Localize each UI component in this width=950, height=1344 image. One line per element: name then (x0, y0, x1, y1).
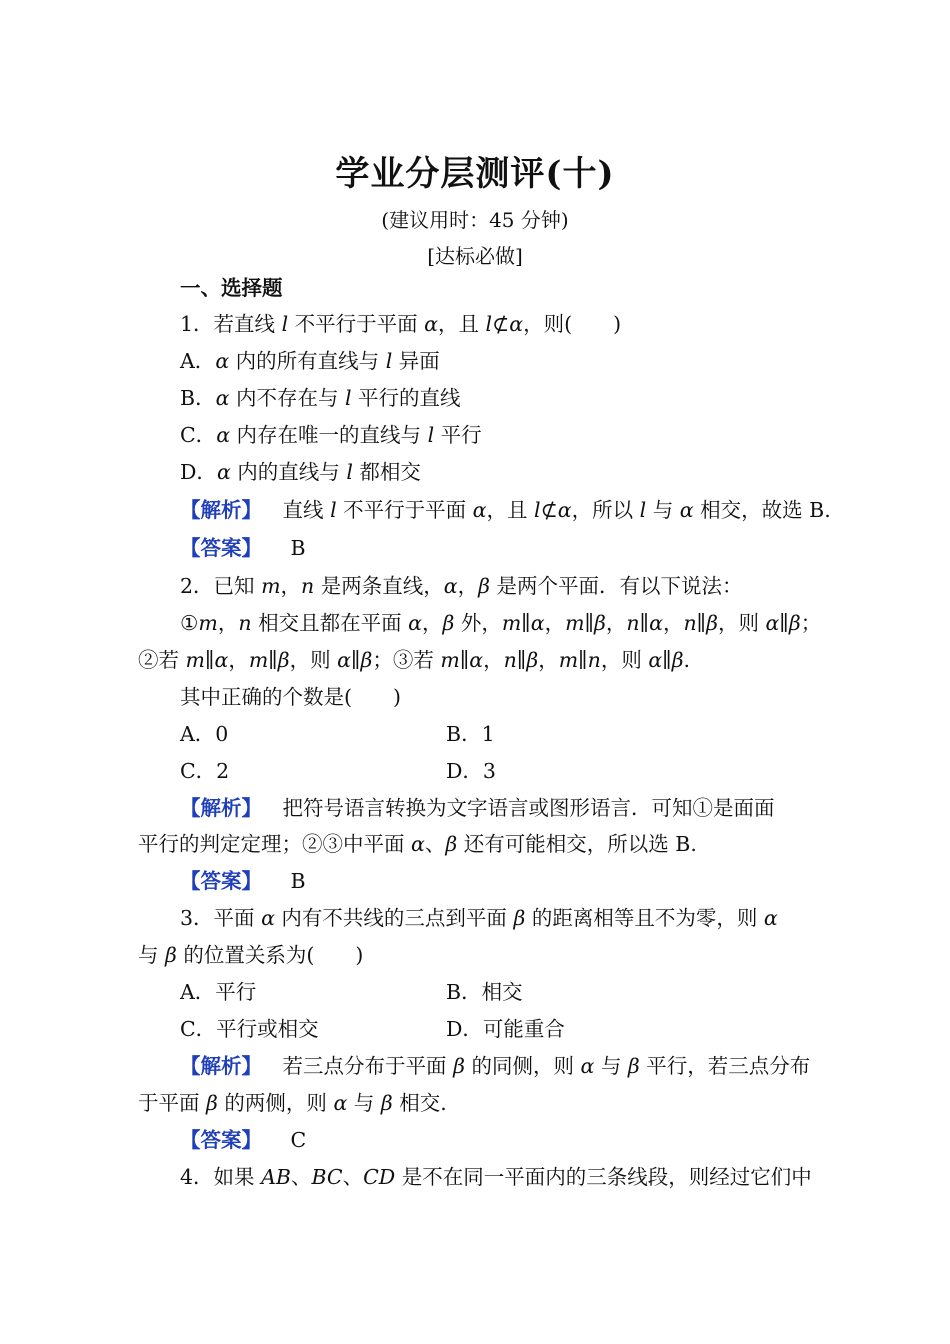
answer-tag: 【答案】 (180, 536, 262, 560)
text-segment: ，则 (717, 611, 766, 635)
text-segment: 还有可能相交，所以选 B. (457, 832, 697, 856)
text-segment: D． (180, 460, 217, 484)
q2-statement-1 (180, 609, 821, 637)
math-symbol: β (380, 1091, 393, 1115)
text-segment: 异面 (392, 349, 440, 373)
q1-answer (180, 534, 306, 562)
q3-option-b: B．相交 (446, 980, 523, 1004)
text-segment: C． (180, 423, 217, 447)
math-symbol: β (360, 648, 373, 672)
math-symbol: m (185, 648, 205, 672)
text-segment: ， (605, 611, 627, 635)
math-symbol: α (443, 574, 458, 598)
text-segment: 的距离相等且不为零，则 (525, 906, 764, 930)
analysis-tag: 【解析】 (180, 1054, 262, 1078)
text-segment: 与 (138, 943, 166, 967)
text-segment: ∥ (350, 648, 361, 672)
text-segment: ， (483, 648, 504, 672)
math-symbol: l (344, 386, 352, 410)
math-symbol: α (216, 423, 231, 447)
text-segment: ① (180, 611, 199, 635)
math-symbol: β (671, 648, 684, 672)
math-symbol: β (445, 832, 458, 856)
q1-answer-value: B (290, 536, 306, 560)
text-segment: ， (544, 611, 566, 635)
q1-option-b (180, 384, 461, 412)
math-symbol: m (248, 648, 269, 672)
math-symbol: m (198, 611, 218, 635)
text-segment: ∥ (521, 611, 531, 635)
math-symbol: n (238, 611, 252, 635)
q1-stem (180, 310, 621, 338)
text-segment: ，则 (600, 648, 649, 672)
math-symbol: β (277, 648, 290, 672)
math-symbol: l (385, 349, 393, 373)
text-segment: 与 (646, 498, 680, 522)
text-segment: 外， (454, 611, 502, 635)
q3-analysis-text-1 (283, 1054, 811, 1078)
text-segment: 、 (342, 1165, 364, 1189)
text-segment: ，且 (486, 498, 535, 522)
math-symbol: α (765, 611, 780, 635)
q3-analysis-text-2 (138, 1089, 447, 1117)
math-symbol: β (206, 1091, 218, 1115)
math-symbol: m (565, 611, 585, 635)
math-symbol: α (408, 611, 422, 635)
text-segment: B． (180, 386, 216, 410)
text-segment: 1．若直线 (180, 312, 282, 336)
text-segment: 3．平面 (180, 906, 262, 930)
math-symbol: l⊄α (485, 312, 524, 336)
text-segment: 的同侧，则 (464, 1054, 581, 1078)
text-segment: 内存在唯一的直线与 (230, 423, 428, 447)
math-symbol: β (165, 943, 177, 967)
section-heading: 一、选择题 (180, 276, 283, 300)
text-segment: 是两条直线， (314, 574, 444, 598)
q3-option-d: D．可能重合 (446, 1017, 565, 1041)
math-symbol: β (788, 611, 801, 635)
math-symbol: α (215, 386, 230, 410)
math-symbol: β (526, 648, 539, 672)
math-symbol: β (594, 611, 606, 635)
text-segment: ∥ (696, 611, 707, 635)
text-segment: 平行的直线 (351, 386, 461, 410)
text-segment: ， (280, 574, 302, 598)
math-symbol: α (214, 648, 229, 672)
text-segment: 2．已知 (180, 574, 262, 598)
math-symbol: BC (311, 1165, 343, 1189)
text-segment: 不平行于平面 (288, 312, 425, 336)
math-symbol: l (281, 312, 289, 336)
math-symbol: α (649, 611, 663, 635)
text-segment: ∥ (516, 648, 527, 672)
level-label: [达标必做] (427, 244, 523, 268)
text-segment: ；③若 (372, 648, 441, 672)
q3-answer (180, 1126, 306, 1154)
q3-answer-value: C (290, 1128, 307, 1152)
math-symbol: β (478, 574, 490, 598)
text-segment: ， (421, 611, 443, 635)
math-symbol: α (530, 611, 545, 635)
text-segment: 于平面 (138, 1091, 207, 1115)
math-symbol: n (587, 648, 601, 672)
q2-statement-2-3 (138, 646, 690, 674)
text-segment: ，所以 (571, 498, 640, 522)
text-segment: 平行的判定定理；②③中平面 (138, 832, 412, 856)
text-segment: ， (662, 611, 684, 635)
math-symbol: l (346, 460, 353, 484)
text-segment: 是不在同一平面内的三条线段，则经过它们中 (395, 1165, 812, 1189)
math-symbol: β (706, 611, 718, 635)
text-segment: ∥ (268, 648, 278, 672)
text-segment: ∥ (578, 648, 588, 672)
text-segment: 内的直线与 (230, 460, 347, 484)
math-symbol: α (580, 1054, 595, 1078)
math-symbol: n (626, 611, 640, 635)
math-symbol: α (469, 648, 484, 672)
math-symbol: m (501, 611, 522, 635)
q3-option-a: A．平行 (180, 980, 257, 1004)
text-segment: ∥ (779, 611, 789, 635)
math-symbol: l (330, 498, 337, 522)
text-segment: 、 (290, 1165, 312, 1189)
text-segment: ， (217, 611, 239, 635)
text-segment: 与 (594, 1054, 628, 1078)
text-segment: 相交. (392, 1091, 447, 1115)
q3-stem-2 (138, 941, 363, 969)
q1-option-a (180, 347, 440, 375)
q2-answer-value: B (290, 869, 306, 893)
math-symbol: β (442, 611, 455, 635)
text-segment: ， (457, 574, 479, 598)
text-segment: ，则 (289, 648, 338, 672)
answer-tag: 【答案】 (180, 869, 262, 893)
q1-analysis (180, 496, 831, 524)
math-symbol: β (453, 1054, 465, 1078)
q3-stem-1 (180, 904, 778, 932)
answer-tag: 【答案】 (180, 1128, 262, 1152)
math-symbol: n (503, 648, 517, 672)
q2-option-c: C．2 (180, 759, 230, 783)
math-symbol: AB (261, 1165, 291, 1189)
q1-option-c (180, 421, 482, 449)
q2-option-b: B．1 (446, 722, 495, 746)
text-segment: 相交，故选 B. (693, 498, 831, 522)
q2-answer (180, 867, 306, 895)
text-segment: 的位置关系为( ) (176, 943, 364, 967)
math-symbol: α (337, 648, 351, 672)
math-symbol: CD (363, 1165, 396, 1189)
text-segment: 内的所有直线与 (229, 349, 386, 373)
q3-option-c: C．平行或相交 (180, 1017, 319, 1041)
q1-option-d (180, 458, 421, 486)
text-segment: ②若 (138, 648, 186, 672)
math-symbol: l (427, 423, 435, 447)
math-symbol: β (513, 906, 526, 930)
math-symbol: m (440, 648, 460, 672)
q2-analysis (180, 794, 775, 822)
text-segment: 平行，若三点分布 (639, 1054, 811, 1078)
math-symbol: α (261, 906, 275, 930)
math-symbol: n (683, 611, 697, 635)
text-segment: ， (228, 648, 249, 672)
math-symbol: m (261, 574, 281, 598)
text-segment: ； (800, 611, 822, 635)
text-segment: 平行 (434, 423, 482, 447)
math-symbol: α (648, 648, 663, 672)
text-segment: 与 (347, 1091, 381, 1115)
text-segment: ， (538, 648, 559, 672)
q4-stem (180, 1163, 812, 1191)
q2-analysis-text-2 (138, 830, 697, 858)
text-segment: 内有不共线的三点到平面 (274, 906, 514, 930)
text-segment: 的两侧，则 (217, 1091, 334, 1115)
text-segment: 4．如果 (180, 1165, 262, 1189)
q2-option-a: A．0 (180, 722, 229, 746)
q1-analysis-text (283, 498, 831, 522)
q2-question: 其中正确的个数是( ) (180, 685, 401, 709)
text-segment: 是两个平面．有以下说法： (489, 574, 743, 598)
math-symbol: n (301, 574, 315, 598)
text-segment: ∥ (204, 648, 215, 672)
text-segment: ∥ (662, 648, 672, 672)
math-symbol: α (215, 349, 230, 373)
text-segment: 相交且都在平面 (251, 611, 409, 635)
text-segment: 内不存在与 (229, 386, 345, 410)
text-segment: ，且 (438, 312, 486, 336)
math-symbol: β (627, 1054, 640, 1078)
math-symbol: α (411, 832, 425, 856)
text-segment: ∥ (584, 611, 595, 635)
math-symbol: l⊄α (534, 498, 572, 522)
text-segment: A． (180, 349, 216, 373)
text-segment: 若三点分布于平面 (282, 1054, 454, 1078)
q2-stem (180, 572, 742, 600)
math-symbol: m (558, 648, 579, 672)
text-segment: 都相交 (352, 460, 421, 484)
analysis-tag: 【解析】 (180, 498, 262, 522)
math-symbol: α (333, 1091, 348, 1115)
q3-analysis (180, 1052, 810, 1080)
text-segment: ∥ (459, 648, 470, 672)
q2-option-d: D．3 (446, 759, 496, 783)
math-symbol: α (424, 312, 439, 336)
math-symbol: l (639, 498, 647, 522)
math-symbol: α (472, 498, 487, 522)
math-symbol: α (679, 498, 694, 522)
page-title: 学业分层测评(十) (335, 154, 615, 194)
math-symbol: α (763, 906, 778, 930)
time-note: (建议用时：45 分钟) (381, 208, 569, 232)
analysis-tag: 【解析】 (180, 796, 262, 820)
text-segment: 不平行于平面 (336, 498, 473, 522)
text-segment: ，则( ) (523, 312, 622, 336)
text-segment: 直线 (282, 498, 331, 522)
text-segment: ∥ (639, 611, 650, 635)
math-symbol: α (216, 460, 231, 484)
q2-analysis-text-1: 把符号语言转换为文字语言或图形语言．可知①是面面 (282, 796, 775, 820)
text-segment: . (683, 648, 691, 672)
text-segment: 、 (424, 832, 446, 856)
